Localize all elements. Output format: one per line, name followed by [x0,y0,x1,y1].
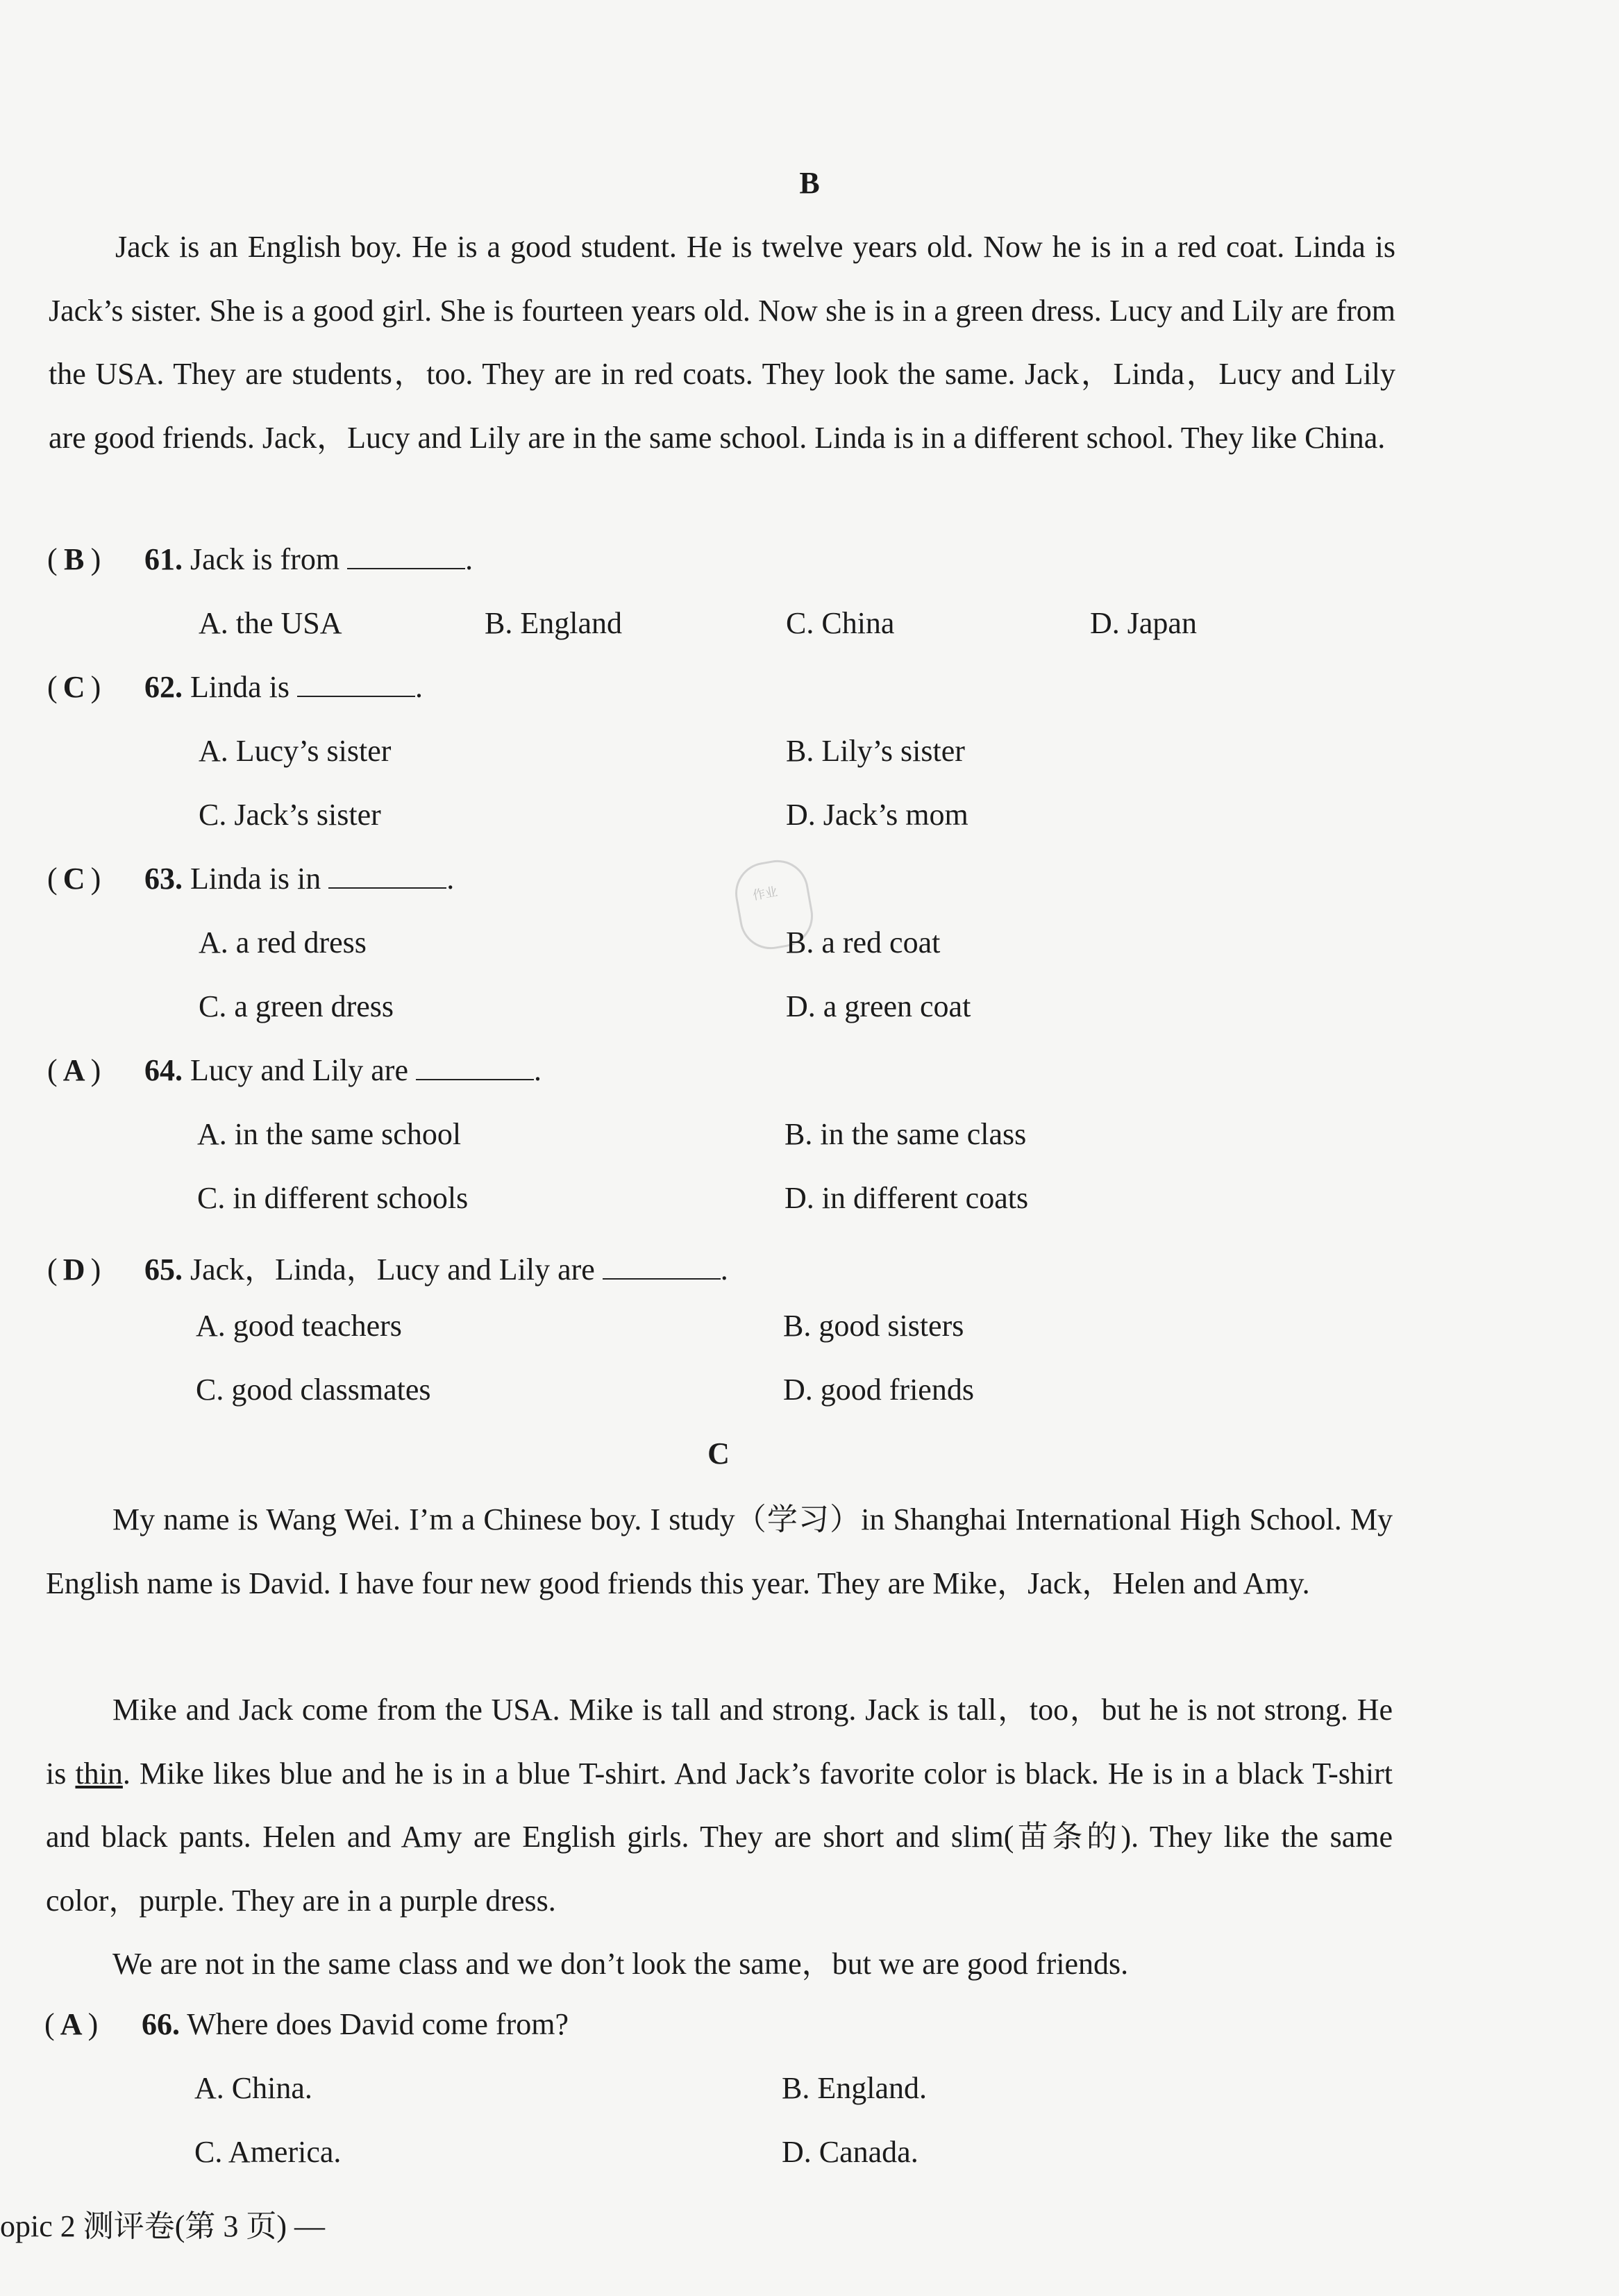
answer-blank [416,1058,534,1080]
question-64: ( A ) 64. Lucy and Lily are . [47,1053,542,1087]
option-61-a: A. the USA [199,606,342,640]
option-65-b: B. good sisters [783,1309,964,1343]
option-63-a: A. a red dress [199,925,367,960]
underlined-word: thin [75,1756,123,1791]
option-64-b: B. in the same class [785,1117,1027,1151]
option-62-c: C. Jack’s sister [199,798,381,832]
option-66-d: D. Canada. [782,2135,918,2169]
page-footer: opic 2 测评卷(第 3 页) — [0,2209,326,2243]
question-stem-65: Jack，Linda，Lucy and Lily are [190,1252,595,1287]
question-stem-63: Linda is in [190,862,321,896]
question-stem-66: Where does David come from? [187,2007,569,2041]
section-b-title: B [799,166,820,200]
option-61-b: B. England [485,606,622,640]
option-61-c: C. China [786,606,895,640]
section-c-paragraph-1: My name is Wang Wei. I’m a Chinese boy. I study（学习）in Shanghai International High School. My English name is David. I have four new good friends this year. They are Mike，Jack，Helen and Amy. [46,1502,1393,1600]
question-number-61: 61. [144,542,183,576]
question-end-63: . [446,862,455,896]
option-62-b: B. Lily’s sister [786,734,965,768]
option-64-a: A. in the same school [197,1117,462,1151]
option-66-b: B. England. [782,2071,927,2105]
option-63-d: D. a green coat [786,989,971,1023]
answer-blank [603,1257,721,1280]
option-63-c: C. a green dress [199,989,394,1023]
option-65-c: C. good classmates [196,1373,431,1407]
option-65-a: A. good teachers [196,1309,402,1343]
section-c-title: C [707,1436,730,1470]
answer-63: C [62,862,85,896]
answer-62: C [62,670,85,704]
answer-64: A [62,1053,85,1087]
answer-65: D [62,1252,85,1287]
answer-blank [328,866,446,889]
question-number-62: 62. [144,670,183,704]
question-stem-62: Linda is [190,670,290,704]
section-b-passage: Jack is an English boy. He is a good student. He is twelve years old. Now he is in a red coat. Linda is Jack’s sister. She is a good girl. She is fourteen years old. Now she is in a green dress. Lucy and Lily are from the USA. They are students，too. They are in red coats. They look the same. Jack，Linda，Lucy and Lily are good friends. Jack，Lucy and Lily are in the same school. Linda is in a different school. They like China. [49,230,1395,455]
question-end-65: . [720,1252,728,1287]
option-64-d: D. in different coats [785,1181,1029,1215]
option-62-a: A. Lucy’s sister [199,734,392,768]
section-c-paragraph-3: We are not in the same class and we don’t look the same，but we are good friends. [112,1947,1129,1981]
question-stem-64: Lucy and Lily are [190,1053,408,1087]
question-66: ( A ) 66. Where does David come from? [44,2007,569,2041]
question-number-66: 66. [142,2007,180,2041]
option-65-d: D. good friends [783,1373,974,1407]
question-end-64: . [533,1053,542,1087]
answer-blank [347,547,465,569]
option-62-d: D. Jack’s mom [786,798,968,832]
question-end-61: . [465,542,473,576]
question-number-64: 64. [144,1053,183,1087]
answer-blank [297,675,415,697]
option-66-c: C. America. [194,2135,342,2169]
option-64-c: C. in different schools [197,1181,469,1215]
question-65: ( D ) 65. Jack，Linda，Lucy and Lily are . [47,1252,728,1287]
stamp-seal: 作业 [730,855,818,954]
question-61: ( B ) 61. Jack is from . [47,542,473,576]
section-c-paragraph-2 [46,1678,1393,1932]
question-62: ( C ) 62. Linda is . [47,670,423,704]
question-stem-61: Jack is from [190,542,340,576]
option-66-a: A. China. [194,2071,312,2105]
question-number-65: 65. [144,1252,183,1287]
option-61-d: D. Japan [1090,606,1197,640]
option-63-b: B. a red coat [786,925,941,960]
question-63: ( C ) 63. Linda is in . [47,862,455,896]
paragraph-2-text-b: . Mike likes blue and he is in a blue T-shirt. And Jack’s favorite color is black. He is in a black T-shirt and black pants. Helen and Amy are English girls. They are short and slim(苗条的). They like the same color，purple. They are in a purple dress. [46,1756,1393,1918]
question-end-62: . [414,670,423,704]
answer-66: A [60,2007,83,2041]
question-number-63: 63. [144,862,183,896]
answer-61: B [63,542,85,576]
paragraph-2-text-a: Mike and Jack come from the USA. Mike is tall and strong. Jack is tall，too，but he is not strong. He is [46,1693,1393,1791]
